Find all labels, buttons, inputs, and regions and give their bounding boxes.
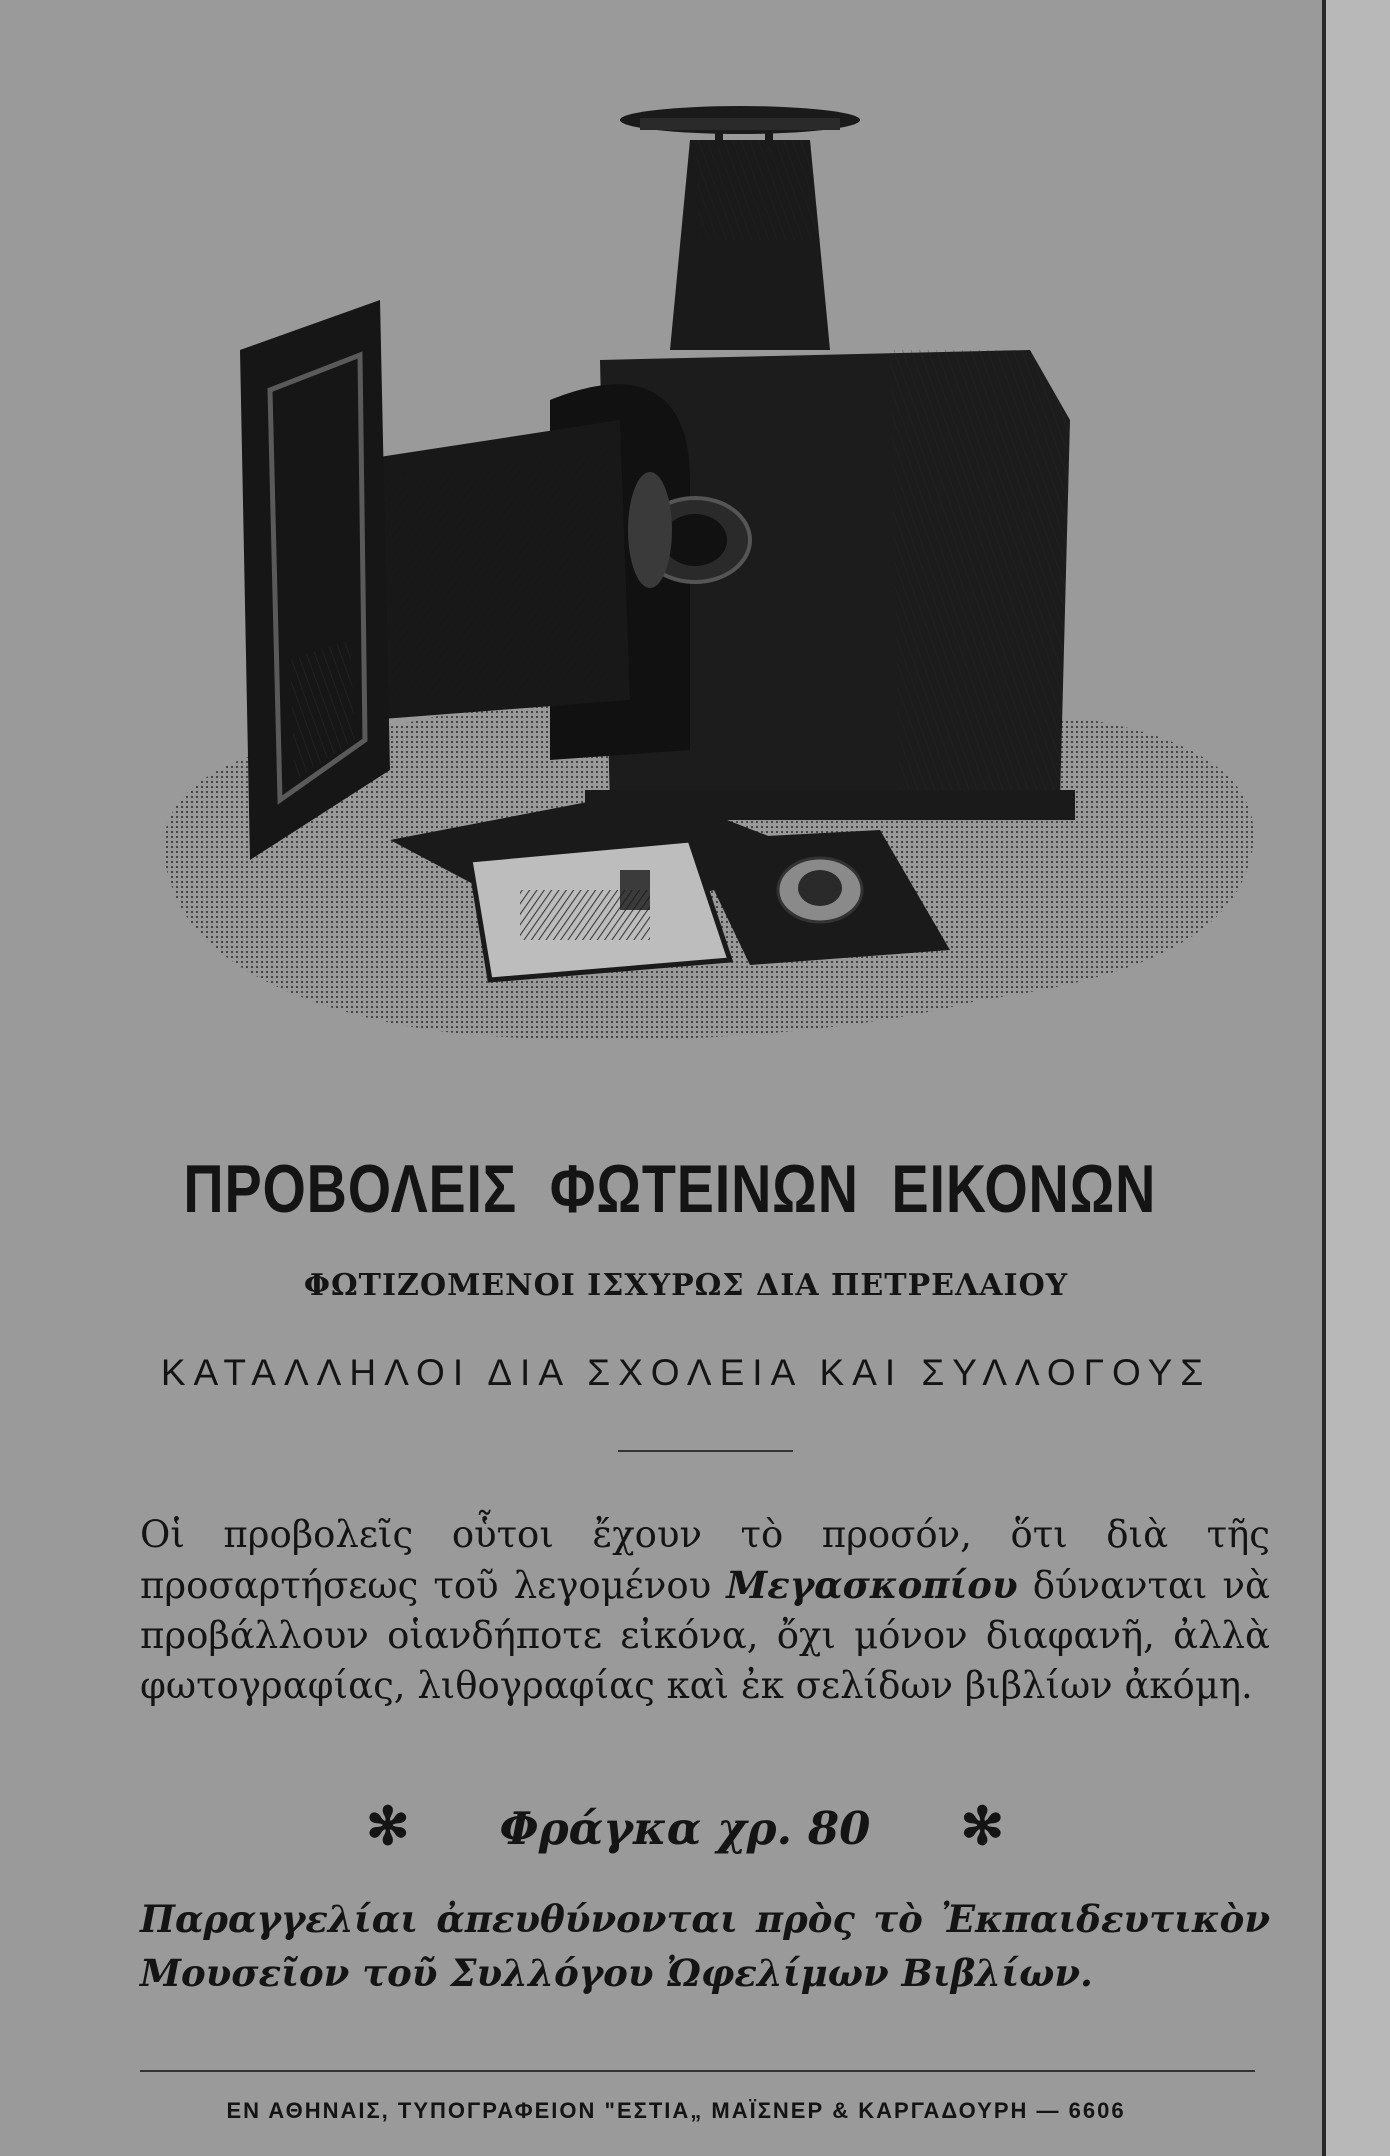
star-ornament-left: ✻ [365, 1796, 410, 1857]
adjacent-page-edge [1322, 0, 1390, 2156]
door-panel [240, 300, 390, 860]
slide-box [360, 420, 630, 720]
description-part-2: δύνανται νὰ προβάλλουν οἱανδήποτε εἰκόνα, ὄχι μόνον διαφανῆ, ἀλλὰ φωτογραφίας, λιθογραφίας καὶ ἐκ σελίδων βιβλίων ἀκόμη. [140, 1564, 1271, 1707]
ad-description [140, 1510, 1270, 1711]
ad-title: ΠΡΟΒΟΛΕΙΣ ΦΩΤΕΙΝΩΝ ΕΙΚΟΝΩΝ [183, 1151, 1157, 1227]
printer-imprint: ΕΝ ΑΘΗΝΑΙΣ, ΤΥΠΟΓΡΑΦΕΙΟΝ "ΕΣΤΙΑ„ ΜΑΪΣΝΕΡ & ΚΑΡΓΑΔΟΥΡΗ — 6606 [226, 2098, 1126, 2123]
order-instructions: Παραγγελίαι ἀπευθύνονται πρὸς τὸ Ἐκπαιδευτικὸν Μουσεῖον τοῦ Συλλόγου Ὠφελίμων Βιβλίων. [140, 1897, 1270, 1995]
description-part-1: Οἱ προβολεῖς οὗτοι ἔχουν τὸ προσόν, ὅτι διὰ τῆς προσαρτήσεως τοῦ λεγομένου [140, 1513, 1270, 1607]
slide-picture-building [470, 840, 730, 980]
projector-illustration [130, 100, 1280, 1090]
price-text: Φράγκα χρ. 80 [499, 1802, 871, 1855]
ad-subtitle-fuel: ΦΩΤΙΖΟΜΕΝΟΙ ΙΣΧΥΡΩΣ ΔΙΑ ΠΕΤΡΕΛΑΙΟΥ [303, 1268, 1069, 1303]
chimney [620, 106, 860, 350]
separator-long [140, 2070, 1255, 2072]
lamp-housing [550, 350, 1075, 820]
price-line [0, 1796, 1322, 1857]
separator-short [618, 1450, 793, 1452]
star-ornament-right: ✻ [960, 1796, 1005, 1857]
ad-subtitle-audience: ΚΑΤΑΛΛΗΛΟΙ ΔΙΑ ΣΧΟΛΕΙΑ ΚΑΙ ΣΥΛΛΟΓΟΥΣ [160, 1352, 1212, 1393]
megascope-term: Μεγασκοπίου [726, 1563, 1018, 1607]
